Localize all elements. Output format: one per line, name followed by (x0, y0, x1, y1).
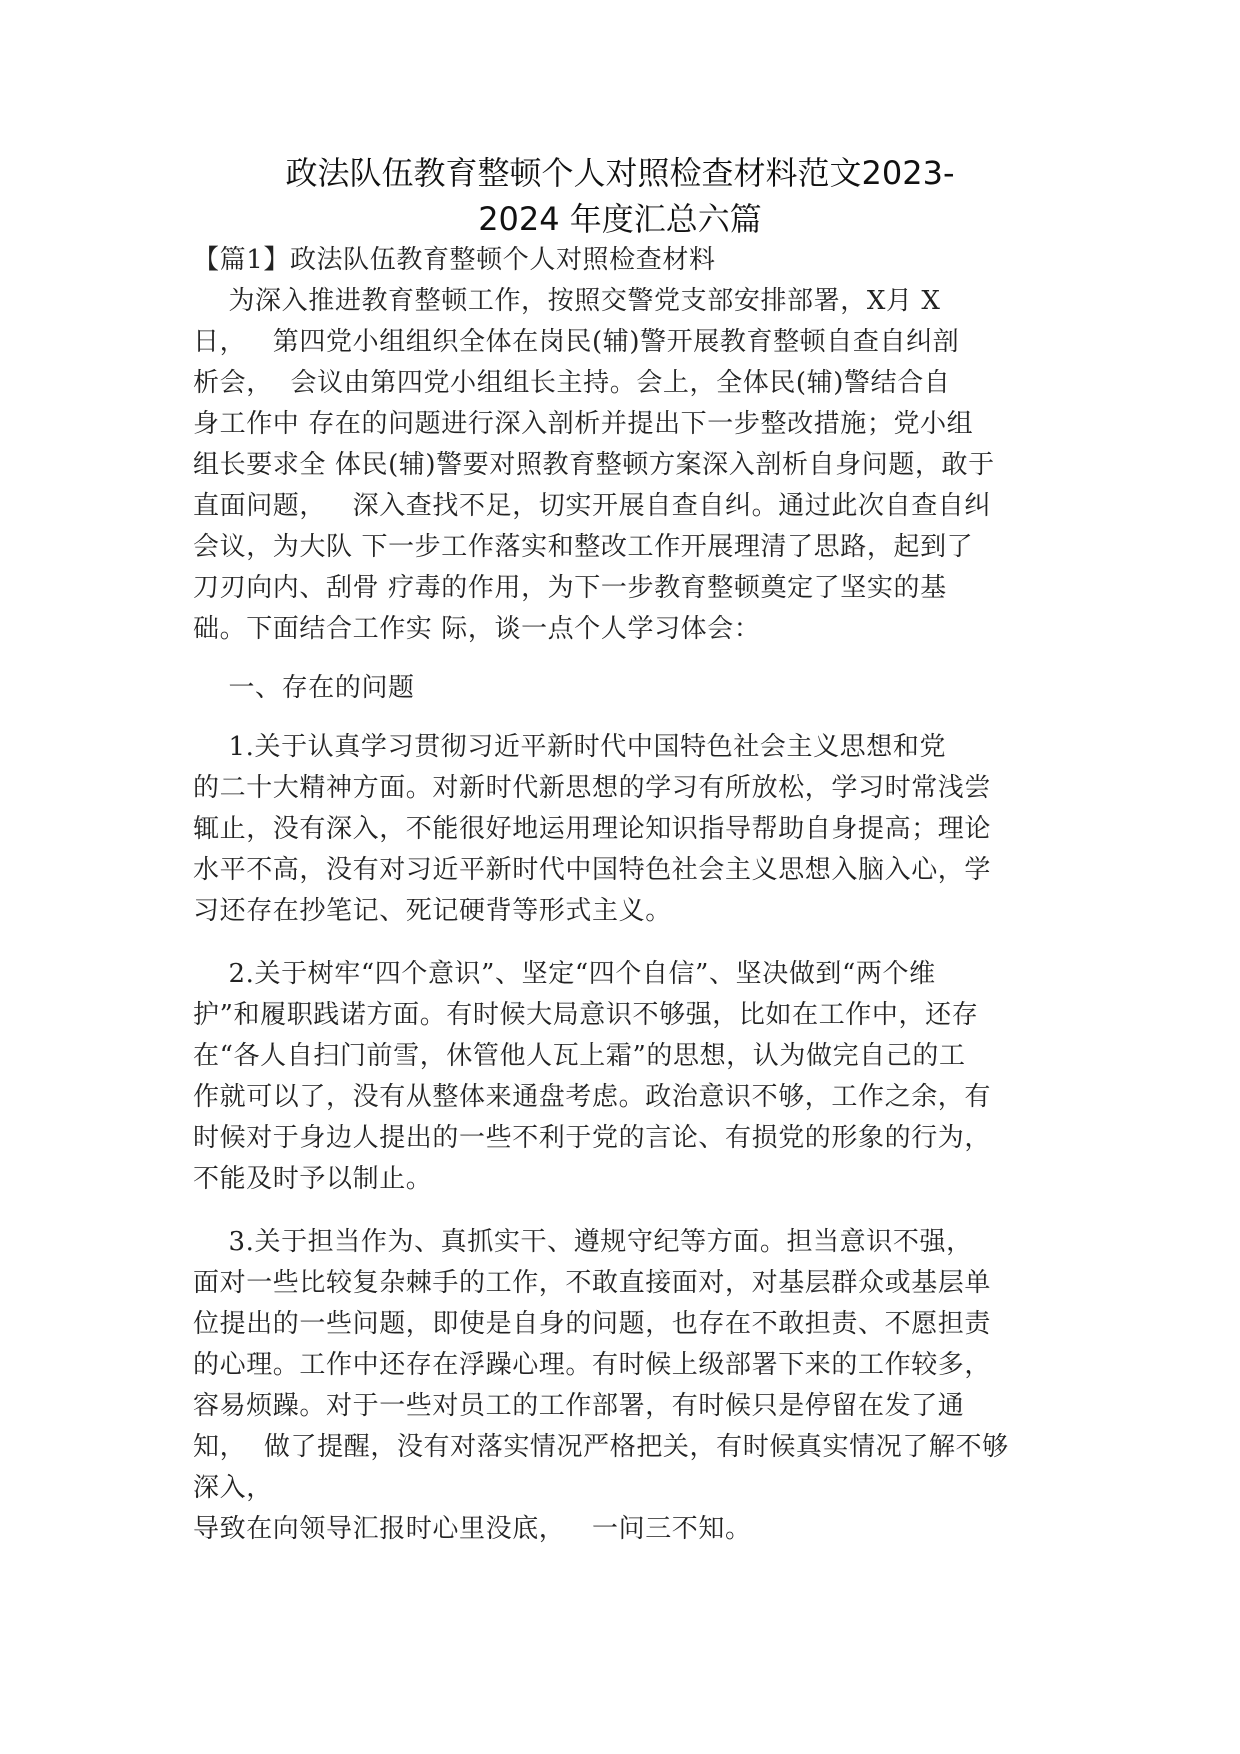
paragraph-line: 日， 第四党小组组织全体在岗民(辅)警开展教育整顿自查自纠剖 (193, 327, 960, 357)
paragraph-line: 的二十大精神方面。对新时代新思想的学习有所放松，学习时常浅尝 (193, 773, 992, 803)
paragraph-line: 刀刃向内、刮骨 疗毒的作用，为下一步教育整顿奠定了坚实的基 (193, 573, 947, 603)
paragraph-line: 2.关于树牢“四个意识”、坚定“四个自信”、坚决做到“两个维 (193, 959, 936, 989)
paragraph-line: 3.关于担当作为、真抓实干、遵规守纪等方面。担当意识不强， (193, 1227, 973, 1257)
problems-heading: 一、存在的问题 (193, 673, 415, 703)
paragraph-line: 位提出的一些问题，即使是自身的问题，也存在不敢担责、不愿担责 (193, 1309, 992, 1339)
paragraph-line: 护”和履职践诺方面。有时候大局意识不够强，比如在工作中，还存 (193, 1000, 979, 1030)
paragraph-line: 知， 做了提醒，没有对落实情况严格把关，有时候真实情况了解不够 (193, 1432, 1009, 1462)
problem-item-1 (193, 727, 1063, 932)
paragraph-line: 作就可以了，没有从整体来通盘考虑。政治意识不够，工作之余，有 (193, 1082, 992, 1112)
paragraph-line: 导致在向领导汇报时心里没底， 一问三不知。 (193, 1514, 752, 1544)
document-title-line-1: 政法队伍教育整顿个人对照检查材料范文2023- (285, 154, 955, 192)
paragraph-line: 为深入推进教育整顿工作，按照交警党支部安排部署，X月 X (193, 286, 941, 316)
problem-item-3 (193, 1222, 1063, 1550)
document-title-line-2: 2024 年度汇总六篇 (478, 200, 762, 238)
section-heading: 【篇1】政法队伍教育整顿个人对照检查材料 (193, 245, 716, 275)
paragraph-line: 析会， 会议由第四党小组组长主持。会上，全体民(辅)警结合自 (193, 368, 951, 398)
paragraph-line: 础。下面结合工作实 际，谈一点个人学习体会： (193, 614, 761, 644)
paragraph-line: 的心理。工作中还存在浮躁心理。有时候上级部署下来的工作较多， (193, 1350, 992, 1380)
paragraph-line: 时候对于身边人提出的一些不利于党的言论、有损党的形象的行为， (193, 1123, 992, 1153)
paragraph-line: 1.关于认真学习贯彻习近平新时代中国特色社会主义思想和党 (193, 732, 947, 762)
paragraph-line: 不能及时予以制止。 (193, 1164, 433, 1194)
paragraph-line: 面对一些比较复杂棘手的工作，不敢直接面对，对基层群众或基层单 (193, 1268, 992, 1298)
paragraph-line: 习还存在抄笔记、死记硬背等形式主义。 (193, 896, 672, 926)
paragraph-line: 会议，为大队 下一步工作落实和整改工作开展理清了思路，起到了 (193, 532, 974, 562)
intro-paragraph (193, 281, 1063, 650)
paragraph-line: 组长要求全 体民(辅)警要对照教育整顿方案深入剖析自身问题，敢于 (193, 450, 995, 480)
paragraph-line: 辄止，没有深入，不能很好地运用理论知识指导帮助自身提高；理论 (193, 814, 992, 844)
document-title (190, 150, 1050, 242)
paragraph-line: 深入， (193, 1473, 273, 1503)
paragraph-line: 直面问题， 深入查找不足，切实开展自查自纠。通过此次自查自纠 (193, 491, 991, 521)
paragraph-line: 容易烦躁。对于一些对员工的工作部署，有时候只是停留在发了通 (193, 1391, 965, 1421)
paragraph-line: 在“各人自扫门前雪，休管他人瓦上霜”的思想，认为做完自己的工 (193, 1041, 966, 1071)
paragraph-line: 身工作中 存在的问题进行深入剖析并提出下一步整改措施；党小组 (193, 409, 974, 439)
paragraph-line: 水平不高，没有对习近平新时代中国特色社会主义思想入脑入心，学 (193, 855, 992, 885)
problem-item-2 (193, 954, 1063, 1200)
document-body (193, 240, 1063, 1550)
